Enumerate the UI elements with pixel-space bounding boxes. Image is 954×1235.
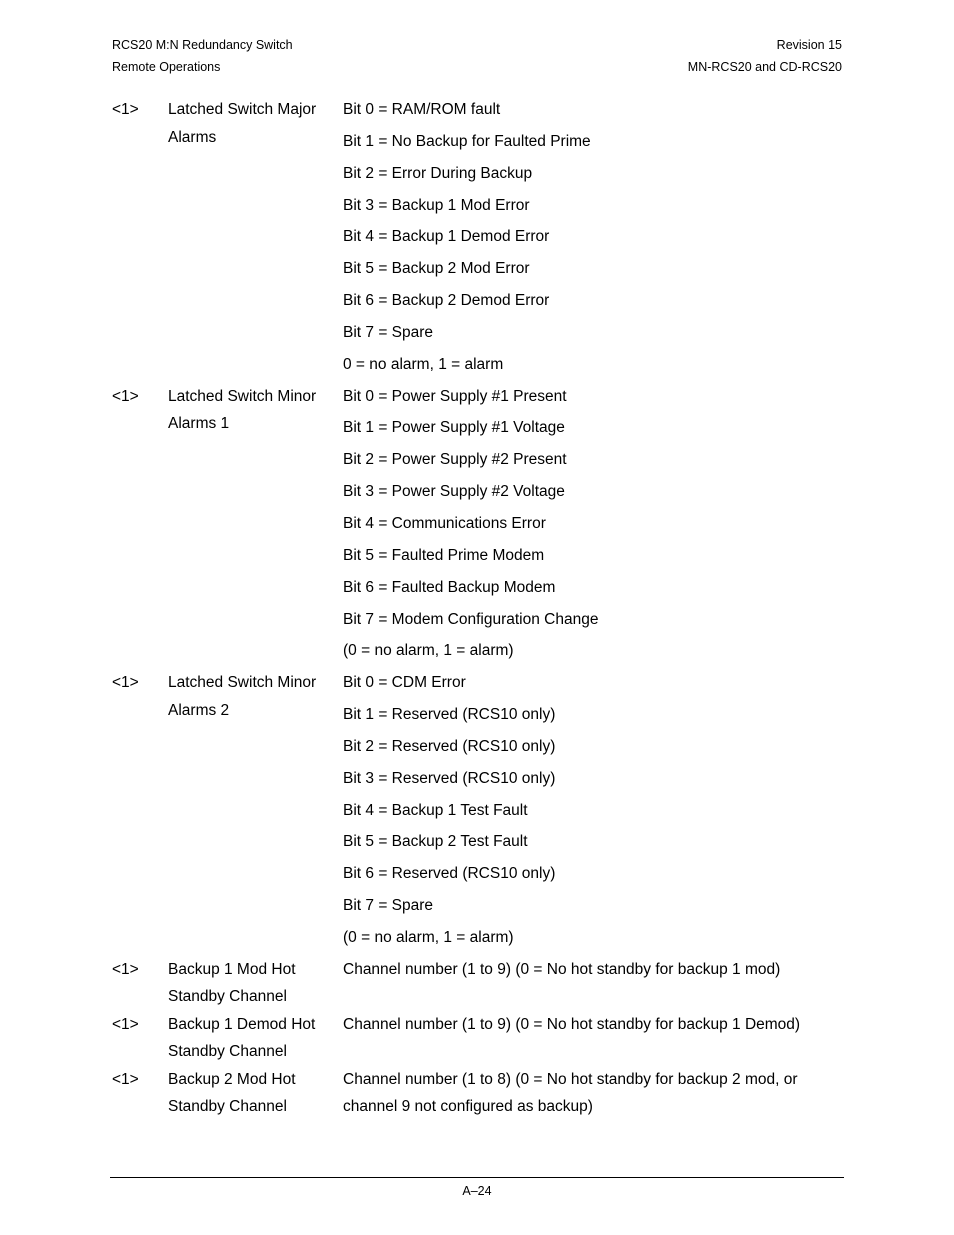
bit-definition: Bit 7 = Modem Configuration Change [343,610,599,628]
bit-definition: Bit 4 = Communications Error [343,514,546,532]
table-row [112,96,842,383]
table-row [112,956,842,1011]
field-description [343,1011,842,1066]
field-name [168,669,343,956]
bit-definition: Bit 7 = Spare [343,897,434,915]
bit-definition: Bit 1 = No Backup for Faulted Prime [343,132,591,150]
bit-definition: Bit 0 = RAM/ROM fault [343,101,501,118]
bit-legend: 0 = no alarm, 1 = alarm [343,355,504,373]
bit-legend: (0 = no alarm, 1 = alarm) [343,642,514,660]
field-description [343,956,842,1011]
bit-definition: Bit 3 = Power Supply #2 Voltage [343,483,565,501]
bit-definition: Bit 3 = Reserved (RCS10 only) [343,769,556,787]
bit-definition: Bit 7 = Spare [343,323,434,341]
bit-definition: Bit 1 = Reserved (RCS10 only) [343,706,556,724]
table-row [112,669,842,956]
document-number: MN-RCS20 and CD-RCS20 [687,60,842,74]
bit-definition: Bit 1 = Power Supply #1 Voltage [343,419,565,437]
byte-size: <1> [112,387,139,405]
byte-size: <1> [112,1015,139,1033]
bit-definition: Bit 0 = Power Supply #1 Present [343,387,567,405]
channel-description: Channel number (1 to 9) (0 = No hot standby for backup 1 Demod) [343,1015,801,1033]
field-name [168,956,343,1011]
bit-definition: Bit 5 = Faulted Prime Modem [343,546,545,564]
bit-definition: Bit 4 = Backup 1 Test Fault [343,801,528,819]
bit-definition: Bit 3 = Backup 1 Mod Error [343,196,530,214]
byte-size: <1> [112,960,139,978]
bit-definition: Bit 2 = Power Supply #2 Present [343,451,567,469]
page-number: A–24 [462,1184,492,1198]
field-name-line: Latched Switch Major [168,101,317,118]
field-name [168,1011,343,1066]
bit-definition: Bit 6 = Reserved (RCS10 only) [343,865,556,883]
field-name-line: Backup 1 Demod Hot [168,1015,316,1033]
bit-definition: Bit 0 = CDM Error [343,674,466,692]
field-name [168,96,343,383]
byte-size: <1> [112,101,139,118]
field-name [168,383,343,670]
field-name [168,1066,343,1121]
bit-definition: Bit 2 = Reserved (RCS10 only) [343,737,556,755]
bit-definition: Bit 5 = Backup 2 Mod Error [343,260,530,278]
table-row [112,1066,842,1121]
bit-definition: Bit 4 = Backup 1 Demod Error [343,228,550,246]
field-name-line: Standby Channel [168,988,287,1006]
bit-definition: Bit 6 = Faulted Backup Modem [343,578,556,596]
section-title: Remote Operations [112,60,221,74]
byte-size: <1> [112,674,139,692]
field-name-line: Standby Channel [168,1098,287,1116]
field-description [343,1066,842,1121]
table-row [112,1011,842,1066]
field-name-line: Latched Switch Minor [168,387,317,405]
bit-definition: Bit 6 = Backup 2 Demod Error [343,292,550,310]
parameter-table [112,96,842,1121]
field-name-line: Backup 2 Mod Hot [168,1070,296,1088]
field-name-line: Alarms 1 [168,415,230,433]
revision-label: Revision 15 [776,38,842,52]
field-name-line: Standby Channel [168,1043,287,1061]
field-description [343,96,842,383]
running-header-left [112,34,293,78]
field-description [343,383,842,670]
field-description [343,669,842,956]
field-name-line: Alarms [168,128,217,146]
byte-size: <1> [112,1070,139,1088]
channel-description-line: channel 9 not configured as backup) [343,1098,593,1116]
bit-definition: Bit 2 = Error During Backup [343,164,533,182]
field-name-line: Alarms 2 [168,701,230,719]
bit-definition: Bit 5 = Backup 2 Test Fault [343,833,528,851]
field-name-line: Backup 1 Mod Hot [168,960,296,978]
footer-divider [110,1177,844,1178]
running-header-right [600,34,842,78]
channel-description-line: Channel number (1 to 8) (0 = No hot standby for backup 2 mod, or [343,1070,798,1088]
channel-description: Channel number (1 to 9) (0 = No hot standby for backup 1 mod) [343,960,781,978]
document-title: RCS20 M:N Redundancy Switch [112,38,293,52]
field-name-line: Latched Switch Minor [168,674,317,692]
table-row [112,383,842,670]
bit-legend: (0 = no alarm, 1 = alarm) [343,928,514,946]
